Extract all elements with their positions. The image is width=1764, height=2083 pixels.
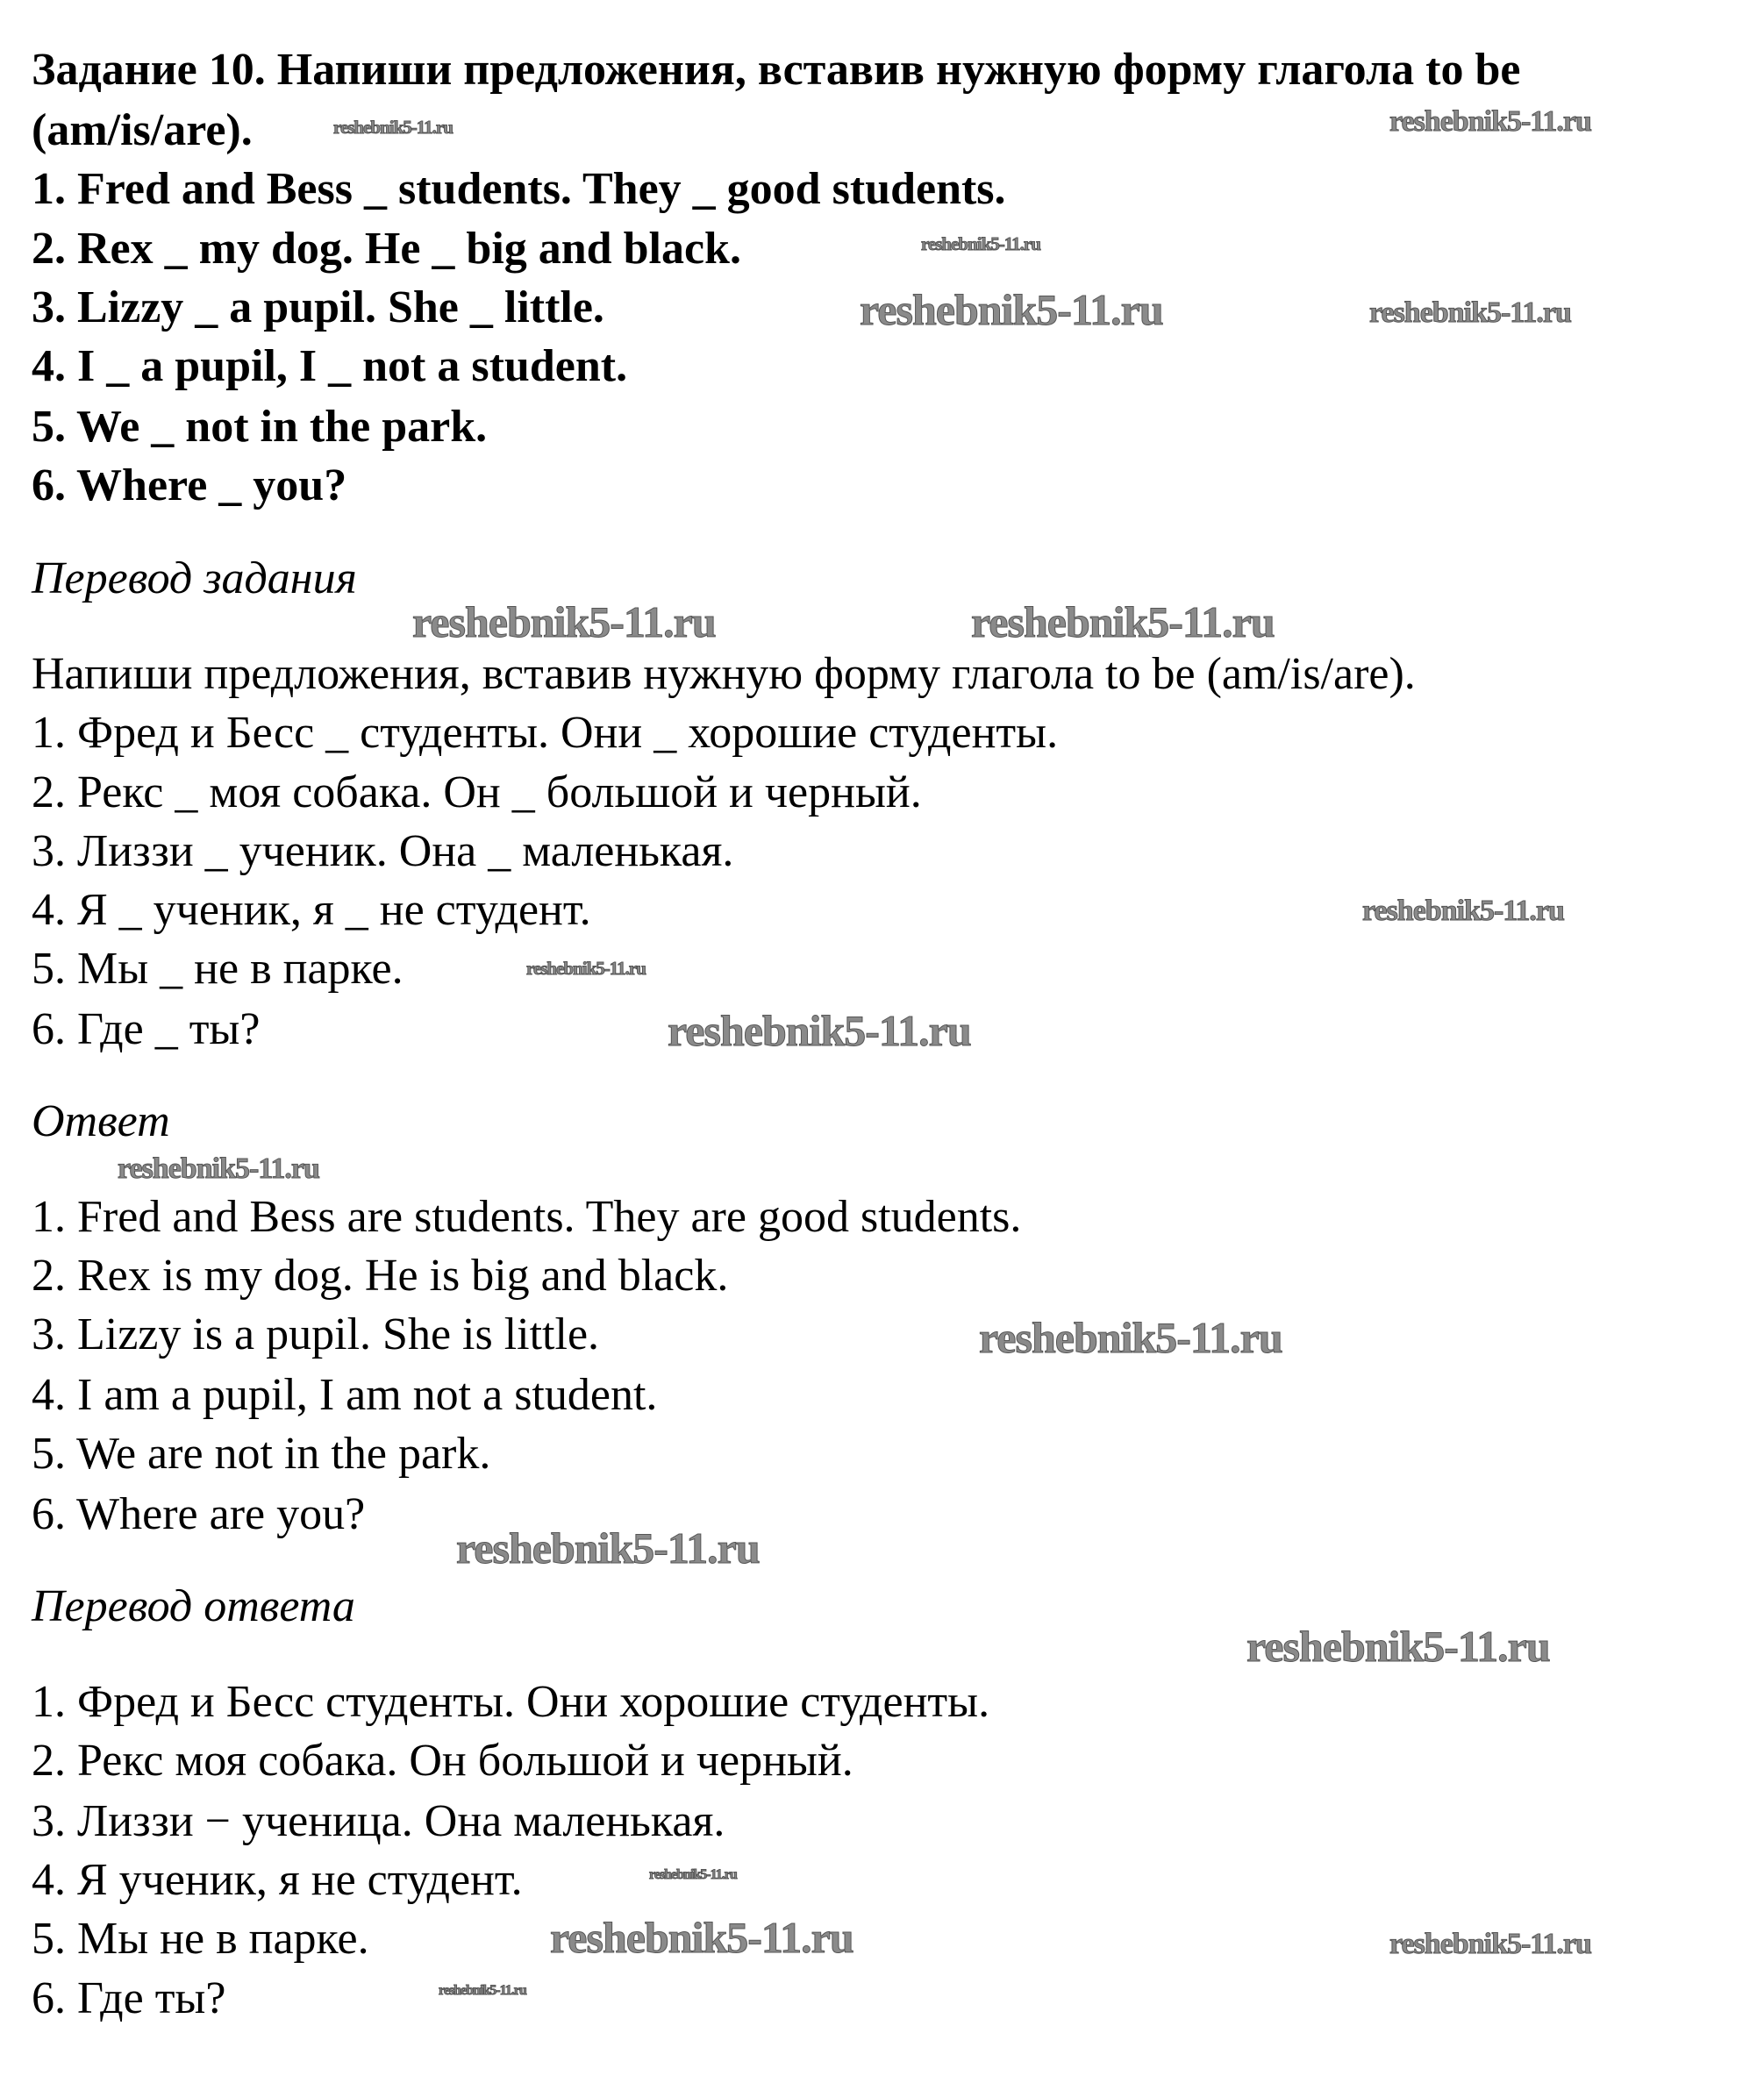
task-item: 1. Fred and Bess _ students. They _ good students.	[32, 164, 1006, 214]
answer-translation-item: 3. Лиззи − ученица. Она маленькая.	[32, 1796, 725, 1846]
watermark: reshebnik5-11.ru	[860, 285, 1163, 334]
answer-item: 1. Fred and Bess are students. They are good students.	[32, 1192, 1022, 1242]
answer-item: 5. We are not in the park.	[32, 1429, 491, 1479]
answer-item: 4. I am a pupil, I am not a student.	[32, 1370, 658, 1420]
watermark: reshebnik5-11.ru	[649, 1867, 737, 1882]
watermark: reshebnik5-11.ru	[118, 1152, 319, 1185]
watermark: reshebnik5-11.ru	[439, 1983, 526, 1998]
answer-translation-item: 4. Я ученик, я не студент.	[32, 1855, 523, 1905]
translation-item: 1. Фред и Бесс _ студенты. Они _ хорошие студенты.	[32, 708, 1059, 758]
answer-translation-item: 1. Фред и Бесс студенты. Они хорошие студенты.	[32, 1677, 990, 1727]
watermark: reshebnik5-11.ru	[979, 1313, 1282, 1362]
watermark: reshebnik5-11.ru	[456, 1523, 760, 1573]
watermark: reshebnik5-11.ru	[921, 233, 1040, 254]
translation-intro: Напиши предложения, вставив нужную форму глагола to be (am/is/are).	[32, 649, 1416, 699]
answer-translation-item: 2. Рекс моя собака. Он большой и черный.	[32, 1736, 853, 1786]
task-item: 2. Rex _ my dog. He _ big and black.	[32, 224, 741, 274]
section-heading: Ответ	[32, 1096, 170, 1146]
watermark: reshebnik5-11.ru	[1389, 1928, 1591, 1960]
translation-item: 2. Рекс _ моя собака. Он _ большой и черный.	[32, 767, 922, 817]
task-item: 3. Lizzy _ a pupil. She _ little.	[32, 282, 604, 332]
translation-item: 5. Мы _ не в парке.	[32, 944, 404, 994]
translation-item: 6. Где _ ты?	[32, 1004, 261, 1054]
translation-item: 4. Я _ ученик, я _ не студент.	[32, 885, 591, 935]
answer-translation-item: 5. Мы не в парке.	[32, 1914, 369, 1964]
watermark: reshebnik5-11.ru	[550, 1913, 853, 1962]
answer-item: 2. Rex is my dog. He is big and black.	[32, 1251, 729, 1301]
translation-item: 3. Лиззи _ ученик. Она _ маленькая.	[32, 826, 734, 876]
watermark: reshebnik5-11.ru	[412, 597, 716, 646]
watermark: reshebnik5-11.ru	[1389, 105, 1591, 138]
watermark: reshebnik5-11.ru	[668, 1006, 971, 1055]
task-title: Задание 10. Напиши предложения, вставив нужную форму глагола to be	[32, 45, 1521, 95]
answer-item: 6. Where are you?	[32, 1489, 366, 1539]
task-item: 6. Where _ you?	[32, 460, 347, 510]
watermark: reshebnik5-11.ru	[1369, 296, 1571, 329]
watermark: reshebnik5-11.ru	[971, 597, 1275, 646]
watermark: reshebnik5-11.ru	[1362, 895, 1564, 927]
section-heading: Перевод ответа	[32, 1581, 355, 1631]
watermark: reshebnik5-11.ru	[1246, 1622, 1550, 1671]
answer-translation-item: 6. Где ты?	[32, 1973, 226, 2023]
watermark: reshebnik5-11.ru	[526, 958, 646, 979]
task-item: 4. I _ a pupil, I _ not a student.	[32, 341, 628, 391]
section-heading: Перевод задания	[32, 553, 357, 603]
task-item: 5. We _ not in the park.	[32, 402, 488, 452]
task-title-cont: (am/is/are).	[32, 105, 253, 155]
answer-item: 3. Lizzy is a pupil. She is little.	[32, 1309, 600, 1359]
watermark: reshebnik5-11.ru	[333, 117, 453, 138]
